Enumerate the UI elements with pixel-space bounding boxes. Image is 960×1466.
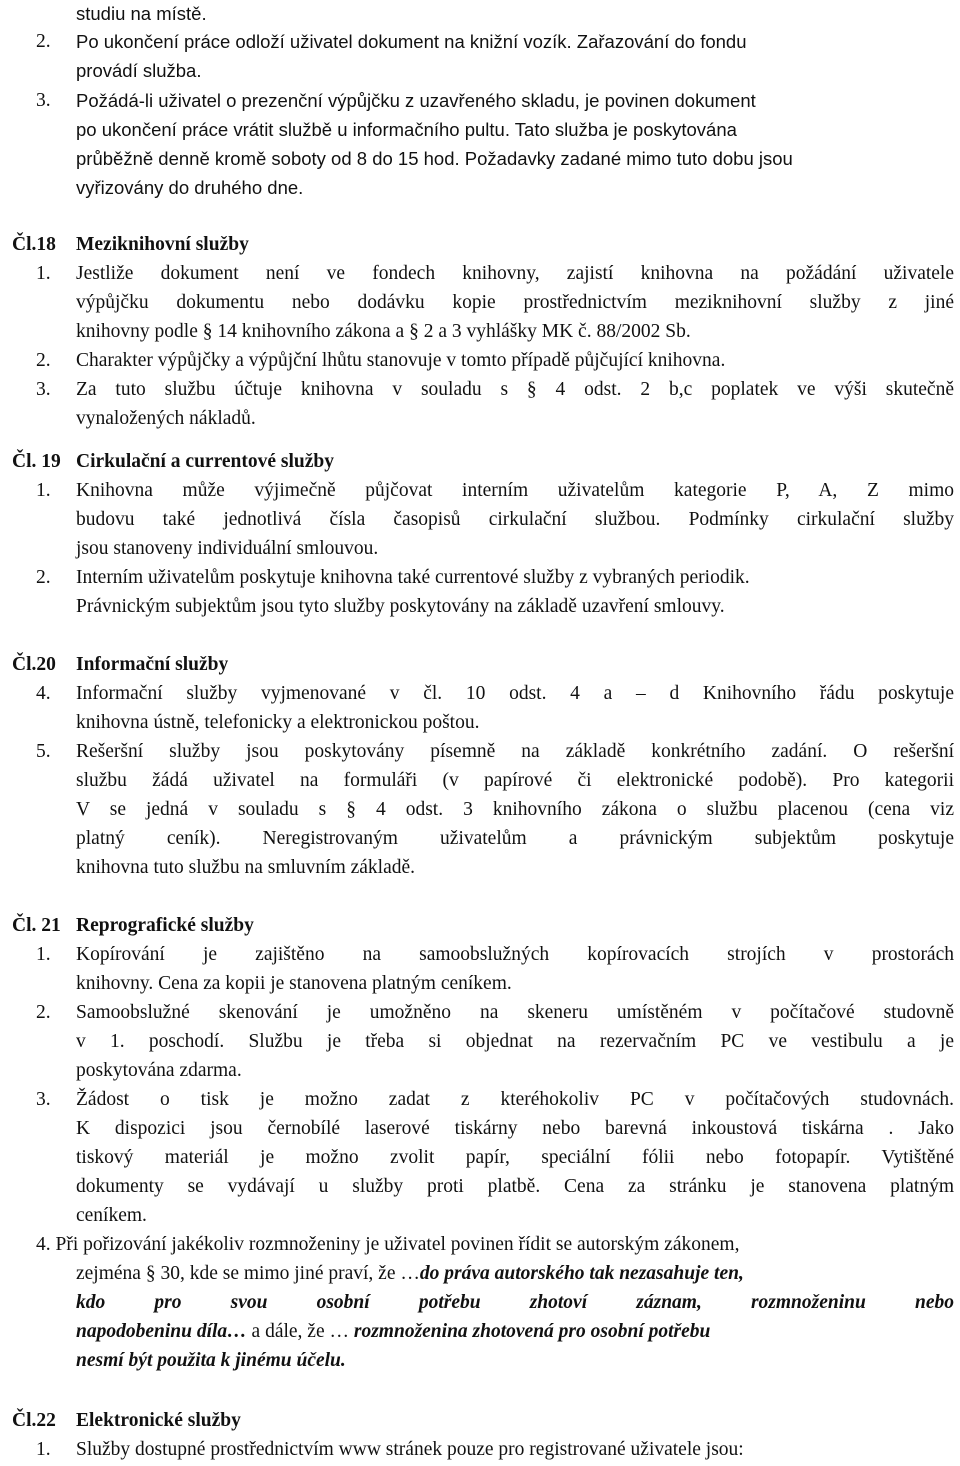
quote-span: napodobeninu díla…: [76, 1321, 247, 1342]
list-number: 3.: [36, 1089, 51, 1110]
text-line: 4. Při pořizování jakékoliv rozmnoženiny je uživatel povinen řídit se autorským zákonem,: [36, 1234, 740, 1255]
text-line: Žádost o tisk je možno zadat z kteréhokoliv PC v počítačových studovnách.: [76, 1089, 954, 1110]
list-number: 2.: [36, 31, 51, 52]
section-heading: [12, 1406, 241, 1435]
section-number: Čl.18: [12, 234, 56, 255]
text-line: Požádá-li uživatel o prezenční výpůjčku z uzavřeného skladu, je povinen dokument: [76, 90, 756, 111]
text-line: knihovna ústně, telefonicky a elektronickou poštou.: [76, 712, 480, 733]
text-line: [76, 1346, 346, 1375]
text-line: dokumenty se vydávají u služby proti platbě. Cena za stránku je stanovena platným: [76, 1176, 954, 1197]
section-title: Cirkulační a currentové služby: [76, 451, 335, 472]
text-line: Interním uživatelům poskytuje knihovna také currentové služby z vybraných periodik.: [76, 567, 750, 588]
text-line: knihovna tuto službu na smluvním základě.: [76, 857, 416, 878]
text-line: ceníkem.: [76, 1205, 147, 1226]
text-line: průběžně denně kromě soboty od 8 do 15 hod. Požadavky zadané mimo tuto dobu jsou: [76, 148, 793, 169]
text-line: Rešeršní služby jsou poskytovány písemně na základě konkrétního zadání. O rešeršní: [76, 741, 954, 762]
quote-span: do práva autorského tak nezasahuje ten,: [419, 1263, 744, 1284]
text-line: po ukončení práce vrátit službě u informačního pultu. Tato služba je poskytována: [76, 119, 737, 140]
section-heading: [12, 230, 249, 259]
text-line: Knihovna může výjimečně půjčovat interním uživatelům kategorie P, A, Z mimo: [76, 480, 954, 501]
text-line: Kopírování je zajištěno na samoobslužných kopírovacích strojích v prostorách: [76, 944, 954, 965]
quote-span: kdo pro svou osobní potřebu zhotoví záznam, rozmnoženinu nebo: [76, 1292, 954, 1313]
text-line: Za tuto službu účtuje knihovna v souladu s § 4 odst. 2 b,c poplatek ve výši skutečně: [76, 379, 954, 400]
text-line: výpůjčku dokumentu nebo dodávku kopie prostřednictvím meziknihovní služby z jiné: [76, 292, 954, 313]
list-number: 3.: [36, 90, 51, 111]
text-line: [76, 1288, 954, 1317]
text-line: Jestliže dokument není ve fondech knihovny, zajistí knihovna na požádání uživatele: [76, 263, 954, 284]
section-number: Čl.20: [12, 654, 56, 675]
list-number: 2.: [36, 1002, 51, 1023]
section-number: Čl.22: [12, 1410, 56, 1431]
text-line: jsou stanoveny individuální smlouvou.: [76, 538, 379, 559]
list-number: 1.: [36, 480, 51, 501]
list-number: 1.: [36, 263, 51, 284]
text-line: K dispozici jsou černobílé laserové tiskárny nebo barevná inkoustová tiskárna . Jako: [76, 1118, 954, 1139]
text-line: v 1. poschodí. Službu je třeba si objednat na rezervačním PC ve vestibulu a je: [76, 1031, 954, 1052]
section-title: Elektronické služby: [76, 1410, 241, 1431]
section-number: Čl. 19: [12, 451, 61, 472]
text-span: zejména § 30, kde se mimo jiné praví, že …: [76, 1263, 420, 1284]
list-number: 1.: [36, 944, 51, 965]
section-heading: [12, 911, 254, 940]
section-heading: [12, 650, 228, 679]
text-line: Samoobslužné skenování je umožněno na skeneru umístěném v počítačové studovně: [76, 1002, 954, 1023]
section-title: Reprografické služby: [76, 915, 254, 936]
text-line: Právnickým subjektům jsou tyto služby poskytovány na základě uzavření smlouvy.: [76, 596, 725, 617]
list-number: 1.: [36, 1439, 51, 1460]
text-line: Po ukončení práce odloží uživatel dokument na knižní vozík. Zařazování do fondu: [76, 31, 747, 52]
quote-span: rozmnoženina zhotovená pro osobní potřebu: [353, 1321, 711, 1342]
text-line: poskytována zdarma.: [76, 1060, 242, 1081]
list-number: 2.: [36, 350, 51, 371]
list-number: 5.: [36, 741, 51, 762]
text-line: knihovny podle § 14 knihovního zákona a § 2 a 3 vyhlášky MK č. 88/2002 Sb.: [76, 321, 691, 342]
text-line: [76, 1317, 710, 1346]
list-number: 2.: [36, 567, 51, 588]
text-line: tiskový materiál je možno zvolit papír, speciální fólii nebo fotopapír. Vytištěné: [76, 1147, 954, 1168]
text-line: platný ceník). Neregistrovaným uživatelům a právnickým subjektům poskytuje: [76, 828, 954, 849]
text-line: knihovny. Cena za kopii je stanovena platným ceníkem.: [76, 973, 512, 994]
text-line: studiu na místě.: [76, 3, 207, 24]
text-line: Charakter výpůjčky a výpůjční lhůtu stanovuje v tomto případě půjčující knihovna.: [76, 350, 726, 371]
text-line: službu žádá uživatel na formuláři (v papírové či elektronické podobě). Pro kategorii: [76, 770, 954, 791]
quote-span: nesmí být použita k jinému účelu.: [76, 1350, 346, 1371]
section-number: Čl. 21: [12, 915, 61, 936]
text-line: [76, 1259, 744, 1288]
section-heading: [12, 447, 334, 476]
text-line: V se jedná v souladu s § 4 odst. 3 knihovního zákona o službu placenou (cena viz: [76, 799, 954, 820]
list-number: 3.: [36, 379, 51, 400]
text-span: a dále, že …: [246, 1321, 354, 1342]
section-title: Informační služby: [76, 654, 229, 675]
text-line: Informační služby vyjmenované v čl. 10 odst. 4 a – d Knihovního řádu poskytuje: [76, 683, 954, 704]
list-number: 4.: [36, 683, 51, 704]
text-line: vyřizovány do druhého dne.: [76, 177, 304, 198]
text-line: budovu také jednotlivá čísla časopisů cirkulační službou. Podmínky cirkulační služby: [76, 509, 954, 530]
text-line: vynaložených nákladů.: [76, 408, 256, 429]
section-title: Meziknihovní služby: [76, 234, 249, 255]
text-line: Služby dostupné prostřednictvím www stránek pouze pro registrované uživatele jsou:: [76, 1439, 744, 1460]
text-line: provádí služba.: [76, 60, 202, 81]
